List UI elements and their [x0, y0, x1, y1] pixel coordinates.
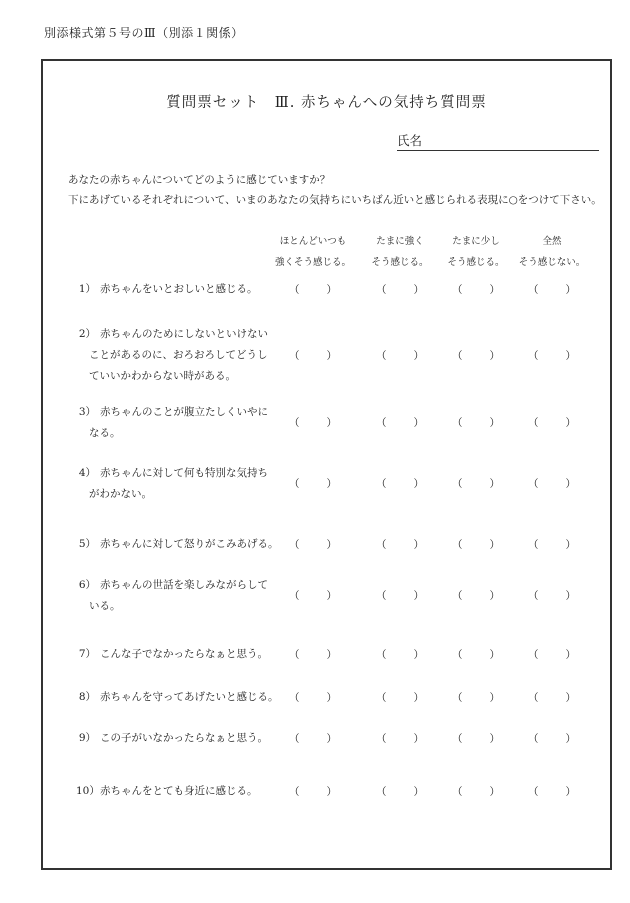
paren-open: （: [376, 692, 387, 704]
paren-close: ）: [565, 417, 576, 429]
paren-open: （: [528, 733, 539, 745]
paren-open: （: [528, 786, 539, 798]
paren-close: ）: [565, 350, 576, 362]
question-number: 1）: [78, 283, 96, 295]
paren-open: （: [528, 284, 539, 296]
paren-close: ）: [565, 478, 576, 490]
paren-open: （: [376, 539, 387, 551]
answer-option-1[interactable]: [289, 588, 337, 604]
paren-close: ）: [413, 478, 424, 490]
paren-open: （: [376, 478, 387, 490]
answer-option-4[interactable]: [528, 537, 576, 553]
instruction-text-1: あなたの赤ちゃんについてどのように感じていますか？: [68, 174, 331, 186]
question-line: 赤ちゃんに対して怒りがこみあげる。: [100, 538, 279, 550]
answer-option-4[interactable]: [528, 348, 576, 364]
answer-option-2[interactable]: [376, 415, 424, 431]
question-text: [76, 728, 268, 749]
question-line: いる。: [89, 600, 121, 612]
answer-option-2[interactable]: [376, 690, 424, 706]
answer-option-3[interactable]: [452, 647, 500, 663]
paren-open: （: [289, 733, 300, 745]
paren-open: （: [376, 590, 387, 602]
paren-open: （: [528, 649, 539, 661]
question-text: [76, 534, 279, 555]
answer-option-3[interactable]: [452, 476, 500, 492]
paren-close: ）: [326, 692, 337, 704]
answer-option-4[interactable]: [528, 476, 576, 492]
paren-close: ）: [413, 786, 424, 798]
paren-open: （: [528, 478, 539, 490]
paren-close: ）: [489, 590, 500, 602]
paren-close: ）: [565, 539, 576, 551]
answer-option-1[interactable]: [289, 348, 337, 364]
paren-close: ）: [565, 590, 576, 602]
paren-close: ）: [489, 417, 500, 429]
paren-close: ）: [326, 786, 337, 798]
answer-option-1[interactable]: [289, 476, 337, 492]
question-line: がわかない。: [89, 488, 152, 500]
paren-open: （: [452, 786, 463, 798]
paren-open: （: [528, 539, 539, 551]
paren-close: ）: [413, 284, 424, 296]
question-line: 赤ちゃんのことが腹立たしくいやに: [100, 406, 268, 418]
paren-close: ）: [489, 478, 500, 490]
answer-option-2[interactable]: [376, 647, 424, 663]
paren-close: ）: [413, 649, 424, 661]
paren-close: ）: [326, 539, 337, 551]
answer-option-4[interactable]: [528, 647, 576, 663]
name-label: 氏名: [397, 133, 423, 148]
answer-option-1[interactable]: [289, 690, 337, 706]
paren-close: ）: [565, 284, 576, 296]
paren-open: （: [452, 590, 463, 602]
answer-option-2[interactable]: [376, 731, 424, 747]
form-number-label: 別添様式第５号のⅢ（別添１関係）: [44, 26, 244, 40]
paren-open: （: [452, 350, 463, 362]
answer-option-1[interactable]: [289, 731, 337, 747]
column-header-line-1: たまに少し: [452, 236, 500, 247]
instruction-text-2: 下にあげているそれぞれについて、いまのあなたの気持ちにいちばん近いと感じられる表現に○をつけて下さい。: [68, 194, 602, 206]
paren-open: （: [289, 649, 300, 661]
question-line: 赤ちゃんをいとおしいと感じる。: [100, 283, 258, 295]
answer-option-1[interactable]: [289, 415, 337, 431]
paren-open: （: [452, 649, 463, 661]
question-number: 7）: [78, 648, 96, 660]
paren-close: ）: [326, 284, 337, 296]
column-header-1: [268, 231, 358, 273]
question-text: [76, 402, 268, 444]
paren-close: ）: [565, 786, 576, 798]
question-number: 2）: [78, 328, 96, 340]
column-header-line-2: そう感じる。: [371, 257, 429, 268]
paren-open: （: [289, 284, 300, 296]
answer-option-2[interactable]: [376, 348, 424, 364]
column-header-line-1: たまに強く: [376, 236, 424, 247]
paren-close: ）: [489, 786, 500, 798]
paren-close: ）: [326, 478, 337, 490]
answer-option-4[interactable]: [528, 588, 576, 604]
paren-close: ）: [489, 733, 500, 745]
answer-option-1[interactable]: [289, 647, 337, 663]
question-number: 10）: [76, 785, 100, 797]
questionnaire-frame: [41, 59, 612, 870]
paren-open: （: [289, 539, 300, 551]
question-text: [76, 781, 258, 802]
paren-close: ）: [326, 590, 337, 602]
paren-close: ）: [413, 590, 424, 602]
question-number: 4）: [78, 467, 96, 479]
paren-open: （: [528, 350, 539, 362]
answer-option-3[interactable]: [452, 537, 500, 553]
question-line: 赤ちゃんのためにしないといけない: [100, 328, 268, 340]
answer-option-2[interactable]: [376, 282, 424, 298]
answer-option-2[interactable]: [376, 537, 424, 553]
answer-option-3[interactable]: [452, 731, 500, 747]
paren-open: （: [289, 417, 300, 429]
paren-open: （: [376, 284, 387, 296]
paren-open: （: [528, 692, 539, 704]
paren-open: （: [376, 417, 387, 429]
answer-option-3[interactable]: [452, 784, 500, 800]
question-number: 8）: [78, 691, 96, 703]
answer-option-2[interactable]: [376, 476, 424, 492]
question-number: 5）: [78, 538, 96, 550]
answer-option-4[interactable]: [528, 415, 576, 431]
column-header-line-1: 全然: [542, 236, 562, 247]
paren-close: ）: [489, 539, 500, 551]
answer-option-2[interactable]: [376, 588, 424, 604]
paren-open: （: [376, 786, 387, 798]
questionnaire-title: 質問票セット Ⅲ. 赤ちゃんへの気持ち質問票: [166, 95, 487, 111]
paren-close: ）: [413, 692, 424, 704]
answer-option-4[interactable]: [528, 784, 576, 800]
paren-close: ）: [489, 350, 500, 362]
question-line: 赤ちゃんを守ってあげたいと感じる。: [100, 691, 279, 703]
question-number: 9）: [78, 732, 96, 744]
answer-option-3[interactable]: [452, 282, 500, 298]
paren-open: （: [289, 590, 300, 602]
question-text: [76, 463, 268, 505]
answer-option-1[interactable]: [289, 537, 337, 553]
question-number: 3）: [78, 406, 96, 418]
paren-close: ）: [413, 350, 424, 362]
answer-option-3[interactable]: [452, 348, 500, 364]
paren-close: ）: [413, 417, 424, 429]
paren-close: ）: [413, 733, 424, 745]
question-text: [76, 575, 268, 617]
question-line: なる。: [89, 427, 121, 439]
paren-close: ）: [565, 692, 576, 704]
paren-close: ）: [565, 733, 576, 745]
paren-open: （: [289, 478, 300, 490]
paren-open: （: [452, 478, 463, 490]
paren-close: ）: [489, 649, 500, 661]
question-line: ことがあるのに、おろおろしてどうし: [89, 349, 268, 361]
paren-open: （: [289, 786, 300, 798]
answer-option-1[interactable]: [289, 784, 337, 800]
question-line: 赤ちゃんの世話を楽しみながらして: [100, 579, 268, 591]
paren-open: （: [452, 733, 463, 745]
paren-open: （: [452, 692, 463, 704]
answer-option-3[interactable]: [452, 690, 500, 706]
paren-close: ）: [326, 649, 337, 661]
paren-close: ）: [326, 350, 337, 362]
column-header-line-2: そう感じない。: [518, 257, 586, 268]
answer-option-4[interactable]: [528, 690, 576, 706]
paren-close: ）: [413, 539, 424, 551]
paren-open: （: [376, 649, 387, 661]
paren-open: （: [528, 590, 539, 602]
paren-close: ）: [326, 417, 337, 429]
paren-close: ）: [489, 284, 500, 296]
paren-open: （: [452, 284, 463, 296]
question-text: [76, 279, 258, 300]
column-header-line-2: 強くそう感じる。: [274, 257, 351, 268]
answer-option-3[interactable]: [452, 588, 500, 604]
column-header-line-2: そう感じる。: [447, 257, 505, 268]
answer-option-4[interactable]: [528, 731, 576, 747]
question-text: [76, 687, 279, 708]
question-line: 赤ちゃんに対して何も特別な気持ち: [100, 467, 268, 479]
question-text: [76, 324, 268, 387]
question-line: この子がいなかったらなぁと思う。: [100, 732, 268, 744]
paren-close: ）: [565, 649, 576, 661]
paren-open: （: [452, 417, 463, 429]
paren-close: ）: [326, 733, 337, 745]
paren-open: （: [289, 692, 300, 704]
paren-close: ）: [489, 692, 500, 704]
question-line: こんな子でなかったらなぁと思う。: [100, 648, 268, 660]
paren-open: （: [376, 733, 387, 745]
question-line: 赤ちゃんをとても身近に感じる。: [100, 785, 258, 797]
answer-option-1[interactable]: [289, 282, 337, 298]
paren-open: （: [289, 350, 300, 362]
question-line: ていいかわからない時がある。: [89, 370, 236, 382]
question-text: [76, 644, 268, 665]
answer-option-3[interactable]: [452, 415, 500, 431]
paren-open: （: [376, 350, 387, 362]
answer-option-4[interactable]: [528, 282, 576, 298]
question-number: 6）: [78, 579, 96, 591]
column-header-4: [507, 231, 597, 273]
column-header-line-1: ほとんどいつも: [279, 236, 347, 247]
answer-option-2[interactable]: [376, 784, 424, 800]
paren-open: （: [452, 539, 463, 551]
name-field[interactable]: [397, 131, 599, 151]
paren-open: （: [528, 417, 539, 429]
